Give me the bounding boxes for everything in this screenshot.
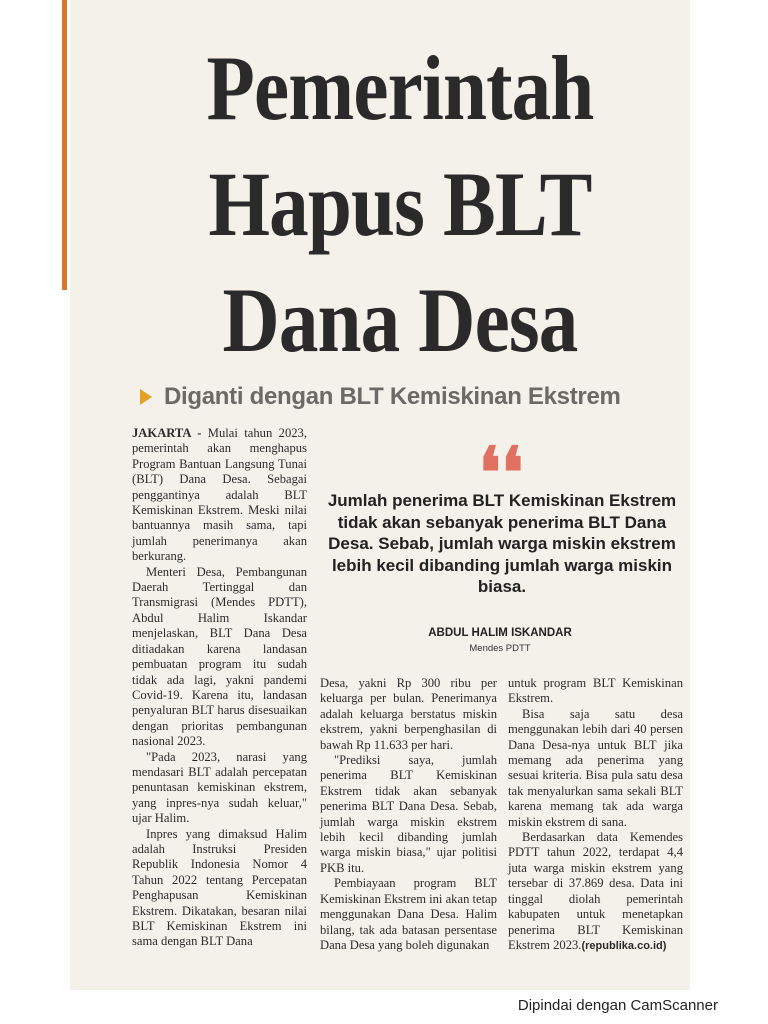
quote-attribution-name: ABDUL HALIM ISKANDAR bbox=[428, 627, 572, 639]
headline-line-1: Pemerintah bbox=[206, 37, 594, 139]
quote-mark-icon: ❛❛ bbox=[478, 436, 524, 513]
headline-line-3: Dana Desa bbox=[222, 269, 578, 371]
dateline: JAKARTA - bbox=[132, 426, 202, 440]
paragraph: Desa, yakni Rp 300 ribu per keluarga per bulan. Penerimanya adalah keluarga berstatus miskin ekstrem, yakni berpenghasilan di bawah Rp 11.633 per hari. bbox=[320, 676, 497, 752]
paragraph: Menteri Desa, Pembangunan Daerah Tertinggal dan Transmigrasi (Mendes PDTT), Abdul Halim Iskandar menjelaskan, BLT Dana Desa ditiadakan karena landasan pembuatan program itu sudah tidak ada lagi, yakni pandemi Covid-19. Karena itu, landasan penyaluran BLT harus disesuaikan dengan prioritas pembangunan nasional 2023. bbox=[132, 564, 307, 749]
paragraph: "Pada 2023, narasi yang mendasari BLT adalah percepatan penuntasan kemiskinan ekstrem, yang inpres-nya sudah keluar," ujar Halim. bbox=[132, 749, 307, 826]
source-credit: (republika.co.id) bbox=[581, 939, 667, 952]
paragraph: Inpres yang dimaksud Halim adalah Instruksi Presiden Republik Indonesia Nomor 4 Tahun 2022 tentang Percepatan Penghapusan Kemiskinan Ekstrem. Dikatakan, besaran nilai BLT Kemiskinan Ekstrem ini sama dengan BLT Dana bbox=[132, 826, 307, 949]
subheadline-text: Diganti dengan BLT Kemiskinan Ekstrem bbox=[164, 383, 621, 410]
quote-attribution-role: Mendes PDTT bbox=[469, 643, 531, 654]
article-column-3 bbox=[508, 676, 683, 954]
scanner-watermark: Dipindai dengan CamScanner bbox=[517, 997, 718, 1014]
pull-quote: Jumlah penerima BLT Kemiskinan Ekstrem tidak akan sebanyak penerima BLT Dana Desa. Sebab, jumlah warga miskin ekstrem lebih kecil dibanding jumlah warga miskin biasa. bbox=[327, 491, 677, 597]
article-column-2 bbox=[320, 676, 497, 953]
paragraph: "Prediksi saya, jumlah penerima BLT Kemiskinan Ekstrem tidak akan sebanyak penerima BLT Dana Desa. Sebab, jumlah warga miskin ekstrem lebih kecil dibanding jumlah warga miskin biasa," ujar politisi PKB itu. bbox=[320, 753, 497, 875]
paragraph: Pembiayaan program BLT Kemiskinan Ekstrem ini akan tetap menggunakan Dana Desa. Halim bilang, tak ada batasan persentase Dana Desa yang boleh digunakan bbox=[320, 876, 497, 952]
binding-stripe bbox=[62, 0, 67, 290]
paragraph: JAKARTA - Mulai tahun 2023, pemerintah akan menghapus Program Bantuan Langsung Tunai (BLT) Dana Desa. Sebagai penggantinya adalah BLT Kemiskinan Ekstrem. Meski nilai bantuannya masih sama, tapi jumlah penerimanya akan berkurang. bbox=[132, 426, 307, 564]
paragraph: untuk program BLT Kemiskinan Ekstrem. bbox=[508, 676, 683, 706]
headline-line-2: Hapus BLT bbox=[208, 153, 592, 255]
subheadline bbox=[140, 380, 700, 414]
paragraph: Berdasarkan data Kemendes PDTT tahun 2022, terdapat 4,4 juta warga miskin ekstrem yang tersebar di 37.869 desa. Data ini tinggal diolah pemerintah kabupaten untuk menetapkan penerima BLT Kemiskinan Ekstrem 2023.(republika.co.id) bbox=[508, 830, 683, 952]
triangle-bullet-icon bbox=[140, 389, 152, 405]
paragraph: Bisa saja satu desa menggunakan lebih dari 40 persen Dana Desa-nya untuk BLT jika memang ada penerima yang sesuai kriteria. Bisa pula satu desa tak menyalurkan sama sekali BLT karena memang tak ada warga miskin ekstrem di sana. bbox=[508, 706, 683, 829]
scan-margin bbox=[0, 0, 70, 1024]
article-column-1 bbox=[132, 426, 307, 950]
headline bbox=[142, 30, 658, 378]
